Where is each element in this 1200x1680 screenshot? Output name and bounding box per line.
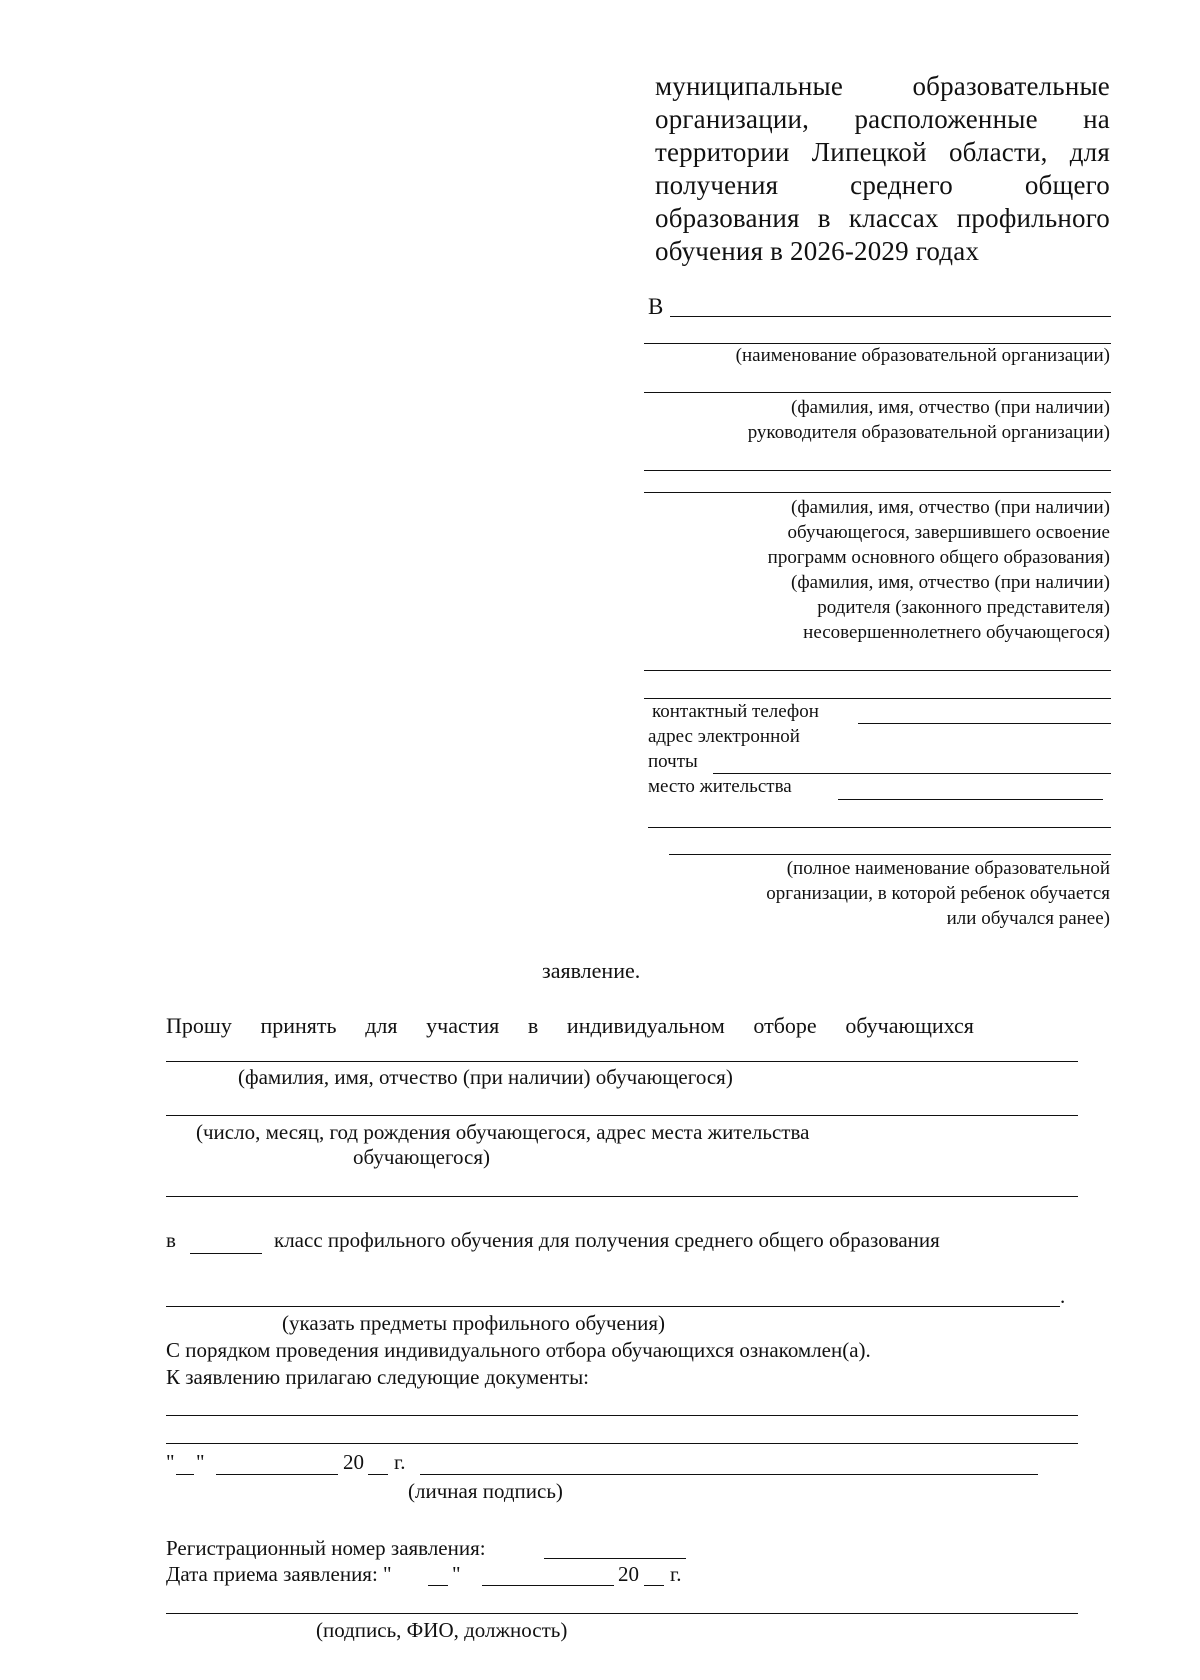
document-title: заявление.	[542, 958, 641, 983]
school-caption-1: (полное наименование образовательной	[786, 858, 1110, 879]
header-word: организации,	[655, 104, 810, 134]
documents-field-2[interactable]	[166, 1443, 1078, 1444]
subjects-period: .	[1060, 1284, 1066, 1308]
header-line-5	[655, 202, 1110, 235]
documents-label: К заявлению прилагаю следующие документы:	[166, 1365, 590, 1389]
subjects-caption: (указать предметы профильного обучения)	[282, 1311, 666, 1335]
date-month-field[interactable]	[216, 1474, 338, 1475]
header-word: образования	[655, 203, 800, 233]
personal-signature-field[interactable]	[420, 1474, 1038, 1475]
request-word: отборе	[753, 1013, 817, 1038]
header-word: территории	[655, 137, 790, 167]
phone-field[interactable]	[858, 723, 1111, 724]
header-word: расположенные	[854, 104, 1038, 134]
class-prefix: в	[166, 1228, 176, 1252]
header-line-3	[655, 136, 1110, 169]
birth-address-field[interactable]	[166, 1115, 1078, 1116]
parent-caption-2: родителя (законного представителя)	[817, 597, 1110, 618]
student-name-field[interactable]	[644, 470, 1111, 471]
request-word: Прошу	[166, 1013, 232, 1038]
header-word: среднего	[850, 170, 953, 200]
student-caption-3: программ основного общего образования)	[767, 547, 1110, 568]
request-line	[166, 1012, 974, 1039]
registration-date-close: "	[452, 1562, 461, 1586]
documents-field[interactable]	[166, 1415, 1078, 1416]
registration-day-field[interactable]	[428, 1585, 448, 1586]
to-prefix: В	[648, 294, 664, 319]
header-word: на	[1083, 104, 1110, 134]
registration-date-label: Дата приема заявления: "	[166, 1562, 392, 1586]
head-name-field[interactable]	[644, 392, 1111, 393]
date-open-quote: "	[166, 1450, 175, 1474]
head-caption-1: (фамилия, имя, отчество (при наличии)	[791, 397, 1110, 418]
registration-month-field[interactable]	[482, 1585, 614, 1586]
student-full-name-field[interactable]	[166, 1061, 1078, 1062]
parent-caption-3: несовершеннолетнего обучающегося)	[803, 622, 1110, 643]
residence-field-2[interactable]	[648, 827, 1111, 828]
student-name-field-2[interactable]	[644, 492, 1111, 493]
header-word: классах	[848, 203, 939, 233]
header-line-2	[655, 103, 1110, 136]
header-word: общего	[1024, 170, 1110, 200]
registrar-signature-caption: (подпись, ФИО, должность)	[316, 1618, 568, 1642]
student-full-name-caption: (фамилия, имя, отчество (при наличии) обучающегося)	[238, 1065, 733, 1089]
header-word: области,	[948, 137, 1048, 167]
residence-label: место жительства	[648, 776, 792, 797]
school-name-field[interactable]	[669, 854, 1111, 855]
student-caption-2: обучающегося, завершившего освоение	[787, 522, 1110, 543]
acquainted-statement: С порядком проведения индивидуального отбора обучающихся ознакомлен(а).	[166, 1338, 871, 1362]
school-caption-2: организации, в которой ребенок обучается	[766, 883, 1110, 904]
parent-caption-1: (фамилия, имя, отчество (при наличии)	[791, 572, 1110, 593]
email-label-2: почты	[648, 751, 698, 772]
header-word: образовательные	[912, 71, 1110, 101]
parent-name-field[interactable]	[644, 670, 1111, 671]
registration-year-suffix: г.	[670, 1562, 682, 1586]
header-word: для	[1069, 137, 1110, 167]
header-word: Липецкой	[811, 137, 927, 167]
email-field[interactable]	[713, 773, 1111, 774]
date-day-field[interactable]	[176, 1474, 194, 1475]
date-year-field[interactable]	[368, 1474, 388, 1475]
personal-signature-caption: (личная подпись)	[408, 1479, 563, 1503]
request-word: принять	[260, 1013, 337, 1038]
header-line-4	[655, 169, 1110, 202]
date-year-prefix: 20	[343, 1450, 364, 1474]
date-close-quote: "	[196, 1450, 205, 1474]
header-line-6: обучения в 2026-2029 годах	[655, 236, 980, 266]
registration-number-field[interactable]	[544, 1558, 686, 1559]
school-caption-3: или обучался ранее)	[946, 908, 1110, 929]
class-number-field[interactable]	[190, 1253, 262, 1254]
parent-name-field-2[interactable]	[644, 698, 1111, 699]
birth-caption-1: (число, месяц, год рождения обучающегося, адрес места жительства	[196, 1120, 810, 1144]
request-word: индивидуальном	[566, 1013, 725, 1038]
birth-address-field-2[interactable]	[166, 1196, 1078, 1197]
header-word: в	[817, 203, 831, 233]
request-word: для	[365, 1013, 398, 1038]
request-word: обучающихся	[845, 1013, 974, 1038]
residence-field[interactable]	[838, 799, 1103, 800]
student-caption-1: (фамилия, имя, отчество (при наличии)	[791, 497, 1110, 518]
request-word: участия	[426, 1013, 500, 1038]
registration-year-prefix: 20	[618, 1562, 639, 1586]
org-name-caption: (наименование образовательной организации)	[735, 345, 1110, 366]
header-word: получения	[655, 170, 779, 200]
birth-caption-2: обучающегося)	[353, 1145, 491, 1169]
subjects-field[interactable]	[166, 1306, 1060, 1307]
request-word: в	[527, 1013, 539, 1038]
email-label-1: адрес электронной	[648, 726, 800, 747]
head-caption-2: руководителя образовательной организации)	[747, 422, 1110, 443]
header-line-1	[655, 70, 1110, 103]
phone-label: контактный телефон	[652, 701, 819, 722]
org-name-field[interactable]	[670, 316, 1111, 317]
date-year-suffix: г.	[394, 1450, 406, 1474]
registration-number-label: Регистрационный номер заявления:	[166, 1536, 486, 1560]
class-suffix: класс профильного обучения для получения среднего общего образования	[274, 1228, 940, 1252]
registration-year-field[interactable]	[644, 1585, 664, 1586]
header-word: профильного	[956, 203, 1110, 233]
header-word: муниципальные	[655, 71, 844, 101]
registrar-signature-field[interactable]	[166, 1613, 1078, 1614]
